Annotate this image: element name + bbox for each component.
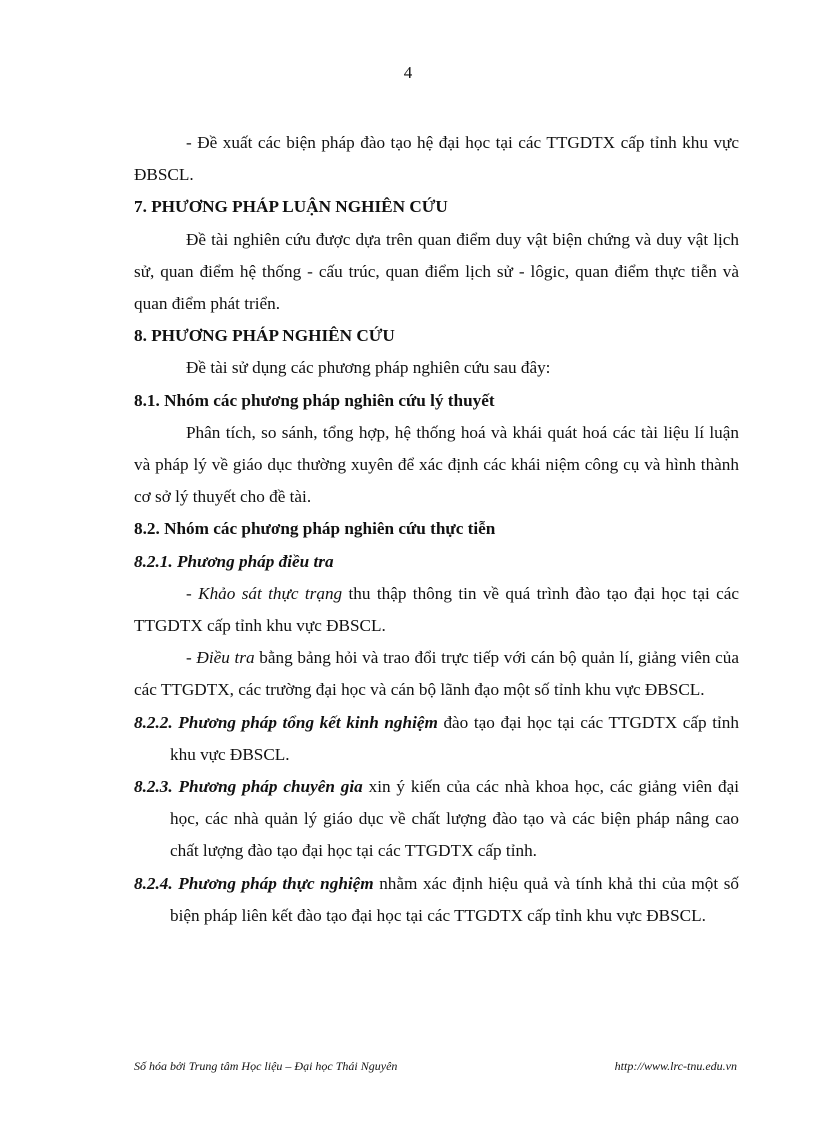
investigate-term: Điều tra — [196, 648, 255, 668]
method-8-2-4-term: 8.2.4. Phương pháp thực nghiệm — [134, 873, 374, 893]
paragraph-theory-methods: Phân tích, so sánh, tổng hợp, hệ thống hoá và khái quát hoá các tài liệu lí luận và pháp lý về giáo dục thường xuyên để xác định các khái niệm công cụ và hình thành cơ sở lý thuyết cho đề tài. — [134, 422, 739, 507]
paragraph-proposal: - Đề xuất các biện pháp đào tạo hệ đại học tại các TTGDTX cấp tỉnh khu vực ĐBSCL. — [134, 133, 739, 185]
paragraph-methodology: Đề tài nghiên cứu được dựa trên quan điểm duy vật biện chứng và duy vật lịch sử, quan điểm hệ thống - cấu trúc, quan điểm lịch sử - lôgic, quan điểm thực tiễn và quan điểm phát triển. — [134, 229, 739, 314]
footer-credit: Số hóa bởi Trung tâm Học liệu – Đại học Thái Nguyên — [134, 1059, 398, 1073]
paragraph-method-8-2-3 — [134, 771, 739, 868]
heading-section-7: 7. PHƯƠNG PHÁP LUẬN NGHIÊN CỨU — [134, 197, 448, 217]
survey-lead: - — [186, 583, 199, 603]
heading-section-8-2-1: 8.2.1. Phương pháp điều tra — [134, 551, 334, 571]
paragraph-method-8-2-2 — [134, 707, 739, 771]
page-number: 4 — [403, 63, 413, 82]
method-8-2-3-rest: xin ý kiến của các nhà khoa học, các giảng viên đại học, các nhà quản lý giáo dục về chất lượng đào tạo và các biện pháp nâng cao chất lượng đào tạo đại học tại các TTGDTX cấp tỉnh. — [170, 777, 739, 861]
footer-url: http://www.lrc-tnu.edu.vn — [614, 1059, 737, 1073]
survey-term: Khảo sát thực trạng — [198, 583, 343, 603]
paragraph-investigate — [134, 642, 739, 706]
paragraph-method-8-2-4 — [134, 868, 739, 932]
method-8-2-3-term: 8.2.3. Phương pháp chuyên gia — [134, 777, 363, 797]
method-8-2-2-rest: đào tạo đại học tại các TTGDTX cấp tỉnh khu vực ĐBSCL. — [170, 712, 739, 764]
document-body — [134, 127, 739, 932]
paragraph-survey — [134, 578, 739, 642]
paragraph-methods-intro: Đề tài sử dụng các phương pháp nghiên cứu sau đây: — [186, 358, 551, 378]
investigate-rest: bằng bảng hỏi và trao đổi trực tiếp với cán bộ quản lí, giảng viên của các TTGDTX, các trường đại học và cán bộ lãnh đạo một số tỉnh khu vực ĐBSCL. — [134, 648, 739, 700]
page-footer — [134, 1059, 737, 1074]
method-8-2-4-rest: nhằm xác định hiệu quả và tính khả thi của một số biện pháp liên kết đào tạo đại học tại các TTGDTX cấp tỉnh khu vực ĐBSCL. — [170, 873, 739, 925]
survey-rest: thu thập thông tin về quá trình đào tạo đại học tại các TTGDTX cấp tỉnh khu vực ĐBSCL. — [134, 583, 739, 636]
method-8-2-2-term: 8.2.2. Phương pháp tổng kết kinh nghiệm — [134, 712, 438, 732]
heading-section-8: 8. PHƯƠNG PHÁP NGHIÊN CỨU — [134, 326, 395, 346]
heading-section-8-1: 8.1. Nhóm các phương pháp nghiên cứu lý thuyết — [134, 390, 495, 410]
investigate-lead: - — [186, 648, 197, 668]
heading-section-8-2: 8.2. Nhóm các phương pháp nghiên cứu thực tiễn — [134, 519, 496, 539]
